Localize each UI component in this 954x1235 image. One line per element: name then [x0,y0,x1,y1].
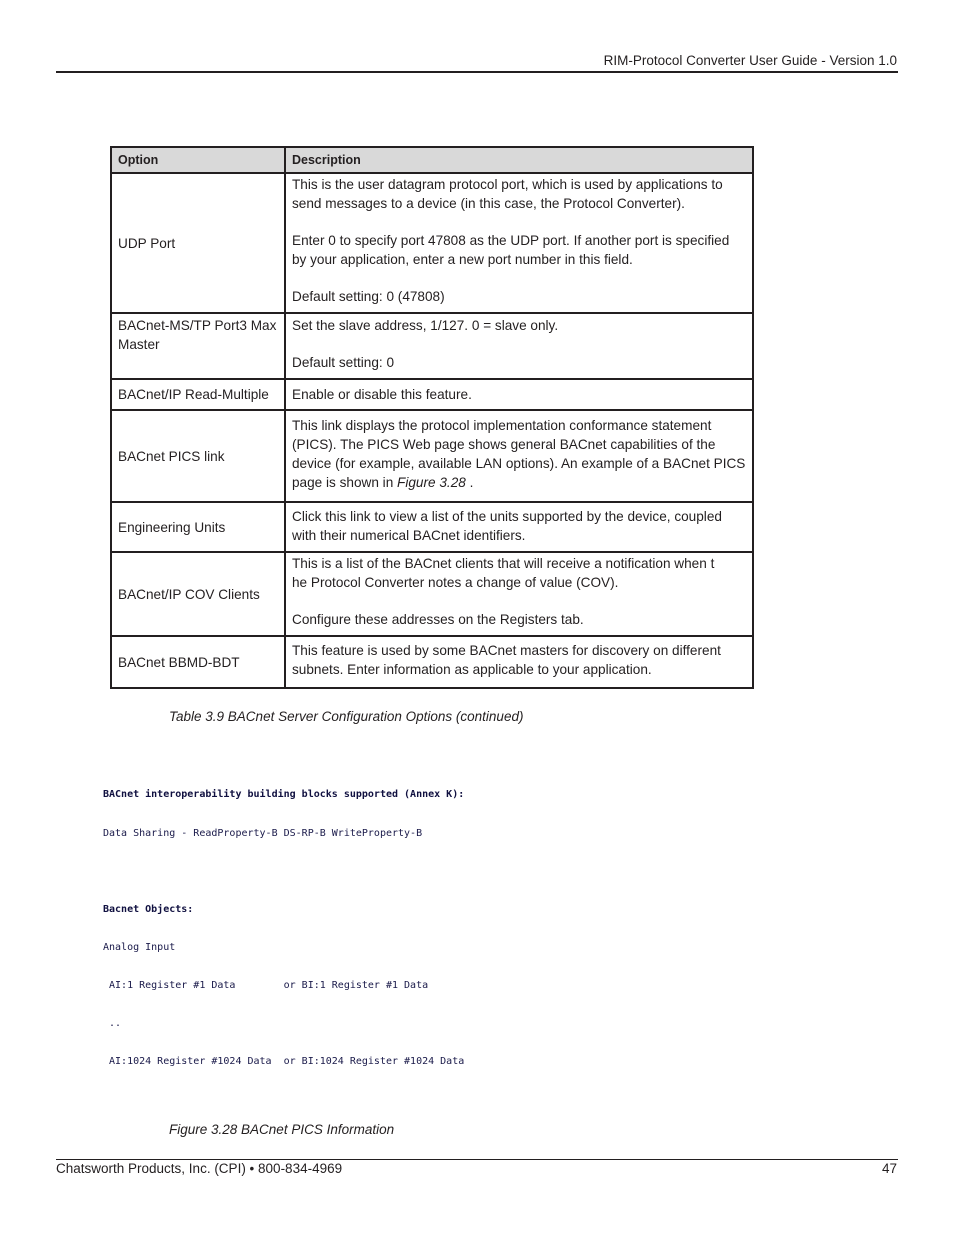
page-number: 47 [881,1161,897,1176]
option-cell: BACnet-MS/TP Port3 Max Master [111,313,285,379]
interop-heading: BACnet interoperability building blocks supported (Annex K): [103,789,465,801]
description-text-main: This link displays the protocol implementation conformance statement (PICS). The PICS Web page shows general BACnet capabilities of the device (for example, available LAN options). An example of a BACnet PICS page is shown in [292,418,746,490]
interop-line: Data Sharing - ReadProperty-B DS-RP-B WriteProperty-B [103,827,423,839]
description-text-end: . [465,475,474,490]
header-rule [56,71,898,73]
table-row [111,313,753,379]
description-text: Configure these addresses on the Registers tab. [292,612,584,627]
table-caption: Table 3.9 BACnet Server Configuration Options (continued) [169,709,524,724]
description-text [292,416,746,492]
option-cell: UDP Port [111,173,285,313]
option-cell: BACnet/IP COV Clients [111,552,285,636]
description-cell: This feature is used by some BACnet masters for discovery on different subnets. Enter information as applicable to your application. [285,636,753,688]
table-row [111,552,753,636]
description-cell: Enable or disable this feature. [285,379,753,410]
description-text: Default setting: 0 (47808) [292,289,445,304]
description-text: Enter 0 to specify port 47808 as the UDP port. If another port is specified by your application, enter a new port number in this field. [292,233,730,267]
figure-caption: Figure 3.28 BACnet PICS Information [169,1122,395,1137]
description-cell [285,173,753,313]
objects-line: AI:1024 Register #1024 Data or BI:1024 Register #1024 Data [103,1056,465,1068]
footer-rule [56,1159,898,1160]
table-header-row [111,147,753,173]
description-text: This is a list of the BACnet clients that will receive a notification when t [292,556,715,571]
table-row [111,636,753,688]
objects-line: Analog Input [103,941,176,953]
description-text: Set the slave address, 1/127. 0 = slave only. [292,318,559,333]
pics-figure [103,764,803,1109]
options-table [110,146,754,689]
option-cell: BACnet/IP Read-Multiple [111,379,285,410]
header-title: RIM-Protocol Converter User Guide - Version 1.0 [603,53,897,68]
description-text: Default setting: 0 [292,355,395,370]
description-cell: Click this link to view a list of the units supported by the device, coupled with their numerical BACnet identifiers. [285,502,753,552]
option-cell: BACnet BBMD-BDT [111,636,285,688]
option-cell: BACnet PICS link [111,410,285,502]
description-text: This is the user datagram protocol port, which is used by applications to send messages to a device (in this case, the Protocol Converter). [292,177,723,211]
table-row [111,379,753,410]
table-row [111,173,753,313]
option-cell: Engineering Units [111,502,285,552]
description-column-header: Description [285,147,753,173]
description-cell [285,552,753,636]
objects-line: .. [103,1017,122,1029]
description-cell [285,313,753,379]
figure-reference: Figure 3.28 [397,475,466,490]
description-text: he Protocol Converter notes a change of value (COV). [292,575,619,590]
objects-line: AI:1 Register #1 Data or BI:1 Register #1 Data [103,979,429,991]
description-cell [285,410,753,502]
table-row [111,502,753,552]
table-row [111,410,753,502]
option-column-header: Option [111,147,285,173]
footer-company: Chatsworth Products, Inc. (CPI) • 800-834-4969 [56,1161,343,1176]
objects-heading: Bacnet Objects: [103,903,194,915]
